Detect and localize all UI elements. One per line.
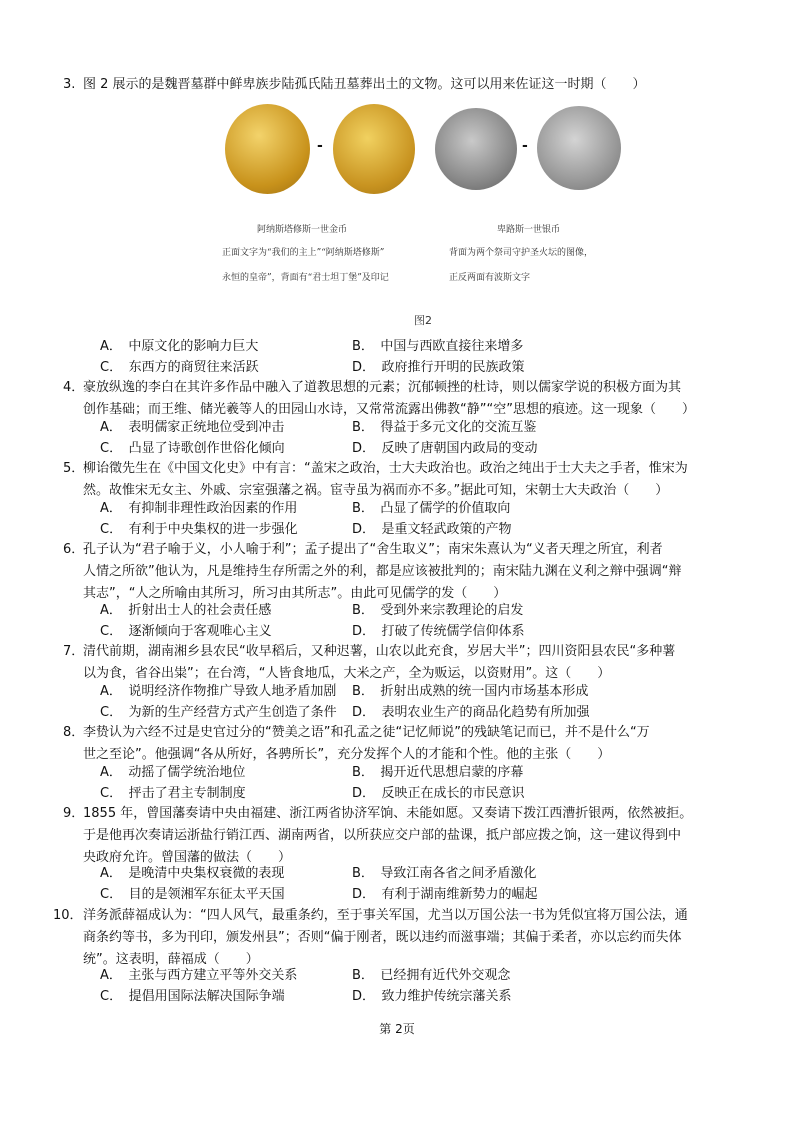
option-b[interactable]: B． 凸显了儒学的价值取向 <box>352 501 511 516</box>
question-line: 孔子认为“君子喻于义，小人喻于利”；孟子提出了“舍生取义”；南宋朱熹认为“义者天理之所宜，利者 <box>83 542 663 557</box>
question-line: 柳诒徵先生在《中国文化史》中有言：“盖宋之政治，士大夫政治也。政治之纯出于士大夫之手者，惟宋为 <box>83 461 688 476</box>
gold-coin-reverse <box>333 104 415 194</box>
option-a[interactable]: A． 是晚清中央集权衰微的表现 <box>100 866 285 881</box>
question-line: 世之至论”。他强调“各从所好，各骋所长”，充分发挥个人的才能和个性。他的主张（ ） <box>83 747 611 762</box>
question-number: 6． <box>63 542 85 557</box>
silver-coin-caption: 背面为两个祭司守护圣火坛的图像， <box>449 248 594 258</box>
gold-coin-caption: 正面文字为“我们的主上”“阿纳斯塔修斯” <box>222 248 385 258</box>
option-c[interactable]: C． 有利于中央集权的进一步强化 <box>100 521 298 537</box>
question-9 <box>63 803 733 869</box>
option-b[interactable]: B． 导致江南各省之间矛盾激化 <box>352 866 537 881</box>
question-6-options <box>100 601 720 642</box>
question-line: 清代前期，湖南湘乡县农民“收早稻后，又种迟薯，山农以此充食，岁居大半”；四川资阳县农民“多种薯 <box>83 644 676 659</box>
option-a[interactable]: A． 有抑制非理性政治因素的作用 <box>100 501 298 516</box>
option-b[interactable]: B． 中国与西欧直接往来增多 <box>352 339 524 354</box>
question-9-options <box>100 864 720 905</box>
question-number: 8． <box>63 725 85 740</box>
option-a[interactable]: A． 动摇了儒学统治地位 <box>100 765 246 780</box>
option-d[interactable]: D． 政府推行开明的民族政策 <box>352 359 525 375</box>
option-b[interactable]: B． 折射出成熟的统一国内市场基本形成 <box>352 684 589 699</box>
silver-coin-reverse <box>537 106 621 190</box>
gold-coin-title: 阿纳斯塔修斯一世金币 <box>257 225 348 235</box>
question-6 <box>63 539 733 605</box>
option-d[interactable]: D． 致力维护传统宗藩关系 <box>352 988 512 1004</box>
question-line: 统”。这表明，薛福成（ ） <box>83 952 259 967</box>
question-line: 商条约等书，多为刊印，颁发州县”；否则“偏于刚者，既以违约而滋事端；其偏于柔者，亦以忘约而失体 <box>83 930 682 945</box>
question-stem: 图 2 展示的是魏晋墓群中鲜卑族步陆孤氏陆丑墓葬出土的文物。这可以用来佐证这一时期（ ） <box>83 77 646 92</box>
question-number: 5． <box>63 461 85 476</box>
question-5-options <box>100 499 720 540</box>
question-line: 洋务派薛福成认为：“四人风气，最重条约，至于事关军国，尤当以万国公法一书为凭似宜将万国公法，通 <box>83 908 688 923</box>
question-7 <box>63 641 733 685</box>
option-a[interactable]: A． 中原文化的影响力巨大 <box>100 339 259 354</box>
option-b[interactable]: B． 得益于多元文化的交流互鉴 <box>352 420 537 435</box>
option-d[interactable]: D． 表明农业生产的商品化趋势有所加强 <box>352 704 590 720</box>
question-3-options <box>100 337 720 378</box>
option-a[interactable]: A． 主张与西方建立平等外交关系 <box>100 968 298 983</box>
question-line: 其志”，“人之所喻由其所习，所习由其所志”。由此可见儒学的发（ ） <box>83 586 507 601</box>
option-d[interactable]: D． 反映了唐朝国内政局的变动 <box>352 440 538 456</box>
question-line: 豪放纵逸的李白在其许多作品中融入了道教思想的元素；沉郁顿挫的杜诗，则以儒家学说的积极方面为其 <box>83 380 682 395</box>
option-d[interactable]: D． 有利于湖南维新势力的崛起 <box>352 886 538 902</box>
option-c[interactable]: C． 东西方的商贸往来活跃 <box>100 359 259 375</box>
option-c[interactable]: C． 抨击了君主专制制度 <box>100 785 246 801</box>
figure-label: 图2 <box>414 314 432 327</box>
option-a[interactable]: A． 折射出士人的社会责任感 <box>100 603 272 618</box>
question-number: 7． <box>63 644 85 659</box>
option-b[interactable]: B． 揭开近代思想启蒙的序幕 <box>352 765 524 780</box>
option-c[interactable]: C． 凸显了诗歌创作世俗化倾向 <box>100 440 285 456</box>
option-a[interactable]: A． 说明经济作物推广导致人地矛盾加剧 <box>100 684 337 699</box>
option-a[interactable]: A． 表明儒家正统地位受到冲击 <box>100 420 285 435</box>
question-line: 李贽认为六经不过是史官过分的“赞美之语”和孔孟之徒“记忆师说”的残缺笔记而已，并不是什么“万 <box>83 725 650 740</box>
question-7-options <box>100 682 720 723</box>
question-number: 10． <box>53 908 83 923</box>
option-d[interactable]: D． 打破了传统儒学信仰体系 <box>352 623 525 639</box>
question-number: 3. <box>63 77 76 92</box>
figure-2-coins <box>222 100 625 330</box>
gold-coin-caption: 永恒的皇帝”，背面有“君士坦丁堡”及印记 <box>222 273 389 283</box>
question-line: 创作基础；而王维、储光羲等人的田园山水诗，又常常流露出佛教“静”“空”思想的痕迹。这一现象（ ） <box>83 402 695 417</box>
silver-coin-caption: 正反两面有波斯文字 <box>449 273 531 283</box>
option-d[interactable]: D． 反映正在成长的市民意识 <box>352 785 525 801</box>
option-c[interactable]: C． 目的是领湘军东征太平天国 <box>100 886 285 902</box>
gold-coin-obverse <box>225 104 310 194</box>
silver-coin-title: 卑路斯一世银币 <box>497 225 561 235</box>
question-line: 1855 年，曾国藩奏请中央由福建、浙江两省协济军饷、未能如愿。又奏请下拨江西漕折银两，依然被拒。 <box>83 806 693 821</box>
question-5 <box>63 458 733 502</box>
page-number: 第 2页 <box>379 1022 415 1036</box>
question-line: 人情之所欲”他认为，凡是维持生存所需之外的利，都是应该被批判的；南宋陆九渊在义利之辩中强调“辩 <box>83 564 682 579</box>
option-c[interactable]: C． 为新的生产经营方式产生创造了条件 <box>100 704 337 720</box>
question-8 <box>63 722 733 766</box>
question-10 <box>53 905 733 971</box>
question-4 <box>63 377 733 421</box>
silver-coin-obverse <box>435 108 517 190</box>
question-10-options <box>100 966 720 1007</box>
question-number: 4． <box>63 380 85 395</box>
question-number: 9． <box>63 806 85 821</box>
question-8-options <box>100 763 720 804</box>
question-line: 以为食，省谷出粜”；在台湾，“人皆食地瓜，大米之产，全为贩运，以资财用”。这（ ） <box>83 666 611 681</box>
option-b[interactable]: B． 受到外来宗教理论的启发 <box>352 603 524 618</box>
question-3 <box>63 74 733 96</box>
question-line: 于是他再次奏请运浙盐行销江西、湖南两省，以所获应交户部的盐课，抵户部应拨之饷，这一建议得到中 <box>83 828 682 843</box>
option-c[interactable]: C． 逐渐倾向于客观唯心主义 <box>100 623 272 639</box>
option-c[interactable]: C． 提倡用国际法解决国际争端 <box>100 988 285 1004</box>
separator-dash: - <box>522 138 528 154</box>
question-4-options <box>100 418 720 459</box>
option-b[interactable]: B． 已经拥有近代外交观念 <box>352 968 511 983</box>
question-line: 央政府允许。曾国藩的做法（ ） <box>83 850 292 865</box>
option-d[interactable]: D． 是重文轻武政策的产物 <box>352 521 512 537</box>
question-line: 然。故惟宋无女主、外戚、宗室强藩之祸。宦寺虽为祸而亦不多。”据此可知，宋朝士大夫政治（ ） <box>83 483 669 498</box>
separator-dash: - <box>317 138 323 154</box>
